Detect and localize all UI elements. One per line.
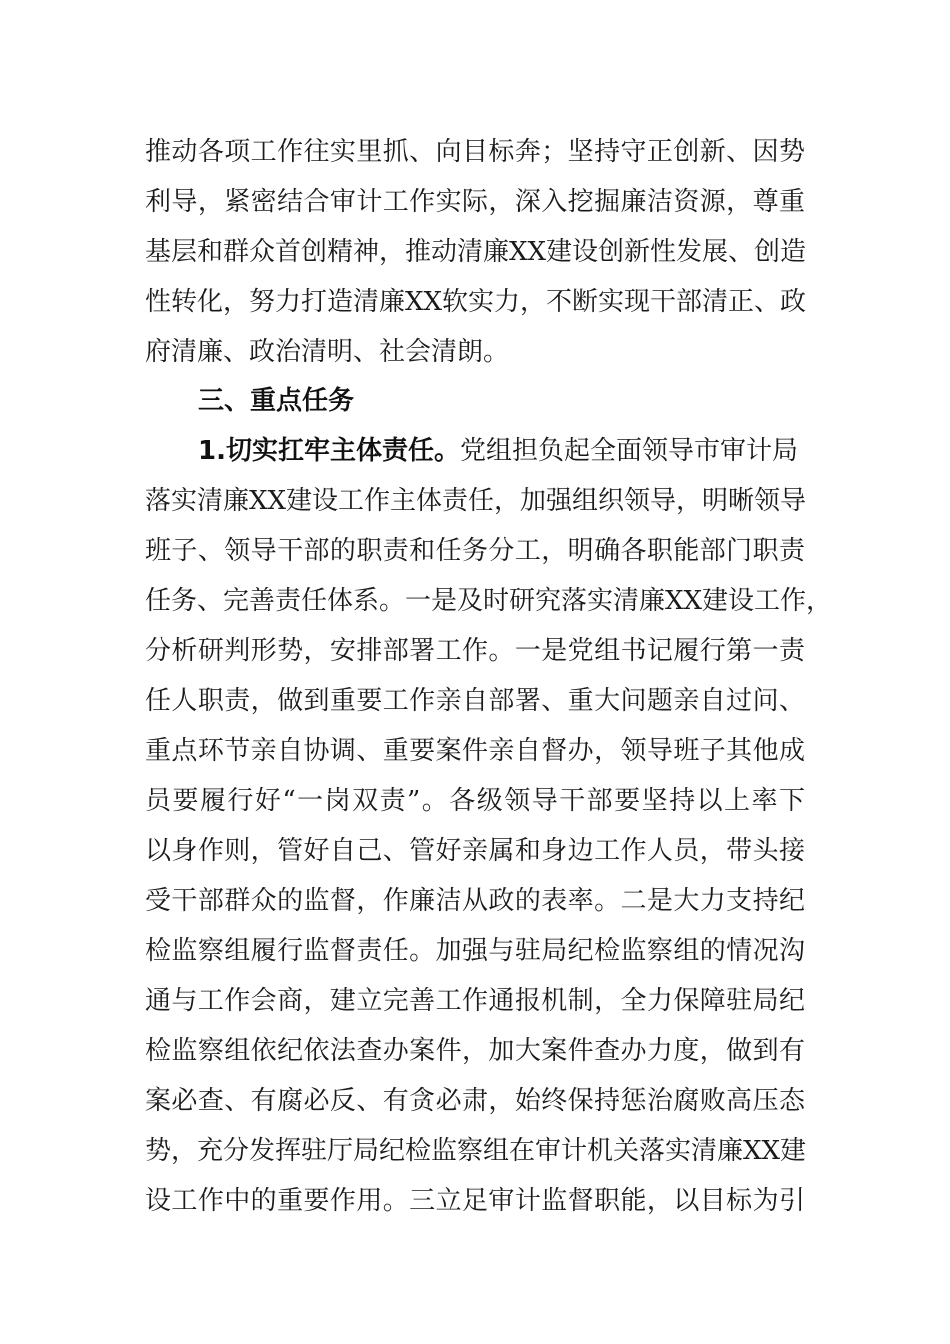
intro-line-4: 性转化，努力打造清廉XX软实力，不断实现干部清正、政 — [145, 287, 807, 317]
item-1-line-14: 案必查、有腐必反、有贪必肃，始终保持惩治腐败高压态 — [145, 1086, 805, 1116]
intro-line-5: 府清廉、政治清明、社会清朗。 — [145, 337, 510, 367]
intro-line-2: 利导，紧密结合审计工作实际，深入挖掘廉洁资源，尊重 — [145, 187, 805, 217]
item-1-first-line-text: 党组担负起全面领导市审计局 — [459, 436, 798, 466]
item-1-line-7: 重点环节亲自协调、重要案件亲自督办，领导班子其他成 — [145, 736, 805, 766]
item-1-line-10: 受干部群众的监督，作廉洁从政的表率。二是大力支持纪 — [145, 886, 805, 916]
section-heading: 三、重点任务 — [198, 386, 355, 416]
item-1-line-8: 员要履行好“一岗双责”。各级领导干部要坚持以上率下 — [145, 786, 805, 816]
item-1-line-4: 任务、完善责任体系。一是及时研究落实清廉XX建设工作， — [145, 586, 833, 616]
item-1-lead: 1.切实扛牢主体责任。 — [198, 436, 460, 466]
item-1-line-2: 落实清廉XX建设工作主体责任，加强组织领导，明晰领导 — [145, 486, 807, 516]
item-1-line-9: 以身作则，管好自己、管好亲属和身边工作人员，带头接 — [145, 836, 805, 866]
item-1-line-3: 班子、领导干部的职责和任务分工，明确各职能部门职责 — [145, 536, 805, 566]
item-1-first-line — [198, 426, 805, 476]
intro-line-1: 推动各项工作往实里抓、向目标奔；坚持守正创新、因势 — [145, 137, 805, 167]
intro-line-3: 基层和群众首创精神，推动清廉XX建设创新性发展、创造 — [145, 237, 807, 267]
item-1-line-15: 势，充分发挥驻厅局纪检监察组在审计机关落实清廉XX建 — [145, 1136, 807, 1166]
item-1-line-5: 分析研判形势，安排部署工作。一是党组书记履行第一责 — [145, 636, 805, 666]
item-1-line-16: 设工作中的重要作用。三立足审计监督职能，以目标为引 — [145, 1186, 805, 1216]
item-1-line-11: 检监察组履行监督责任。加强与驻局纪检监察组的情况沟 — [145, 936, 805, 966]
item-1-line-6: 任人职责，做到重要工作亲自部署、重大问题亲自过问、 — [145, 686, 805, 716]
item-1-line-12: 通与工作会商，建立完善工作通报机制，全力保障驻局纪 — [145, 986, 805, 1016]
item-1-line-13: 检监察组依纪依法查办案件，加大案件查办力度，做到有 — [145, 1036, 805, 1066]
